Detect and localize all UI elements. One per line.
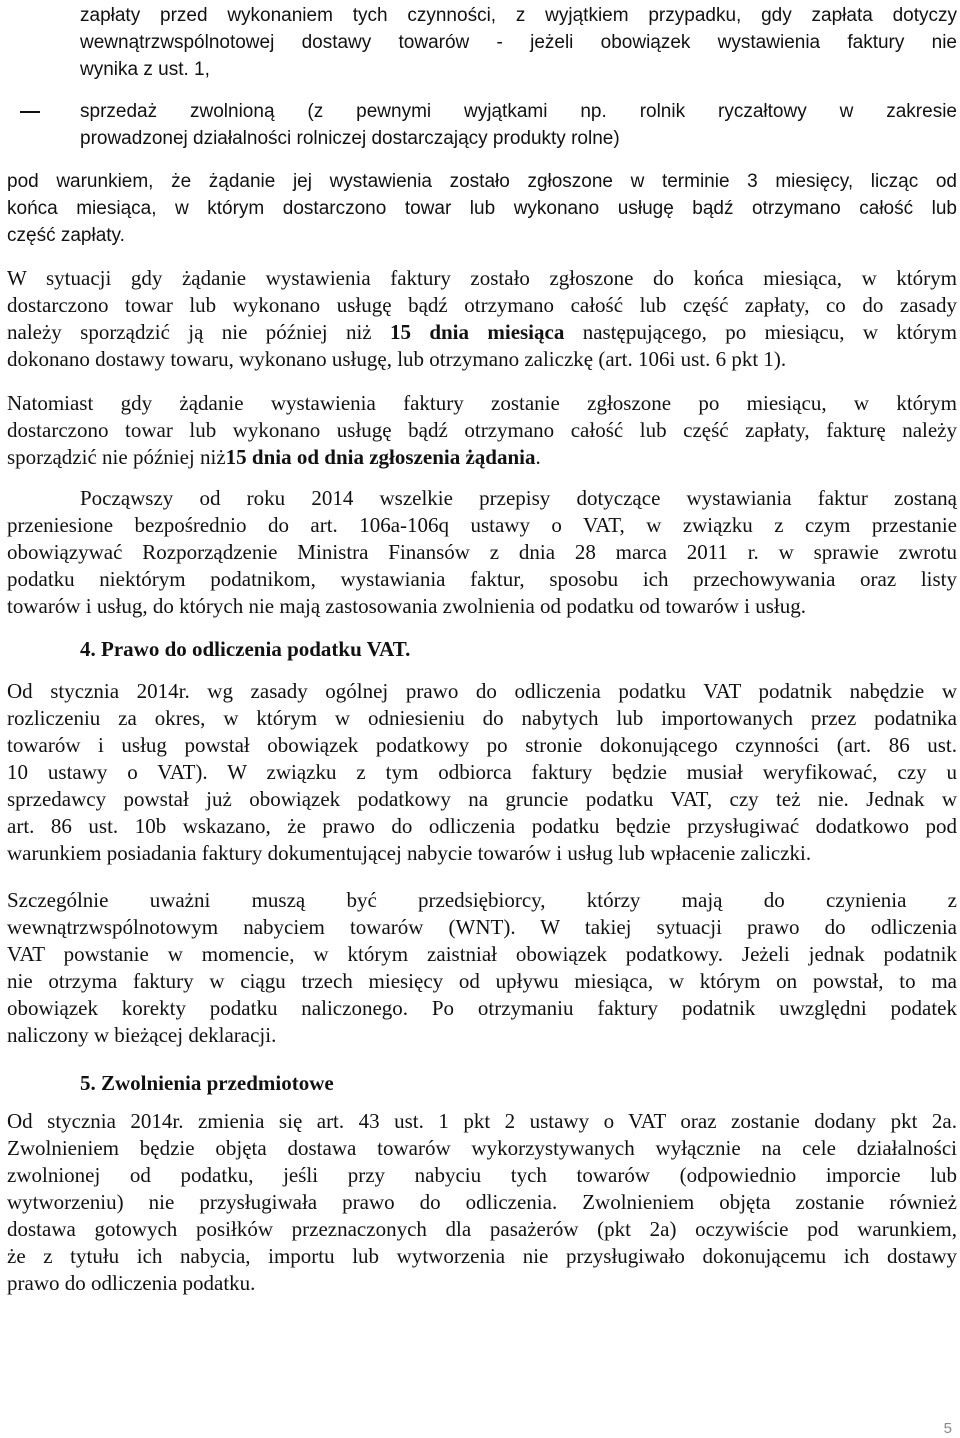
text-line: Natomiast gdy żądanie wystawienia faktury zostanie zgłoszone po miesiącu, w którym [7, 391, 957, 415]
text-line: Począwszy od roku 2014 wszelkie przepisy dotyczące wystawiania faktur zostaną [80, 486, 957, 510]
text-line: zwolnionej od podatku, jeśli przy nabyciu tych towarów (odpowiednio imporcie lub [7, 1163, 957, 1187]
text-line: wewnątrzwspólnotowym nabyciem towarów (WNT). W takiej sytuacji prawo do odliczenia [7, 915, 957, 939]
text-line: zapłaty przed wykonaniem tych czynności, z wyjątkiem przypadku, gdy zapłata dotyczy [80, 5, 957, 26]
condition-paragraph [7, 168, 957, 249]
text-line: towarów i usług powstał obowiązek podatkowy po stronie dokonującego czynności (art. 86 ust. [7, 733, 957, 757]
text-line: Szczególnie uważni muszą być przedsiębiorcy, którzy mają do czynienia z [7, 888, 957, 912]
section-heading: 5. Zwolnienia przedmiotowe [80, 1071, 334, 1095]
text-line: prawo do odliczenia podatku. [7, 1271, 256, 1295]
text-line: Od stycznia 2014r. wg zasady ogólnej prawo do odliczenia podatku VAT podatnik nabędzie w [7, 679, 957, 703]
text-line: warunkiem posiadania faktury dokumentującej nabycie towarów i usług lub wpłacenie zaliczki. [7, 841, 812, 865]
text-line: Zwolnieniem będzie objęta dostawa towarów wykorzystywanych wyłącznie na cele działalności [7, 1136, 957, 1160]
text-line: że z tytułu ich nabycia, importu lub wytworzenia nie przysługiwało dokonującemu ich dostawy [7, 1244, 957, 1268]
bold-deadline: 15 dnia miesiąca [389, 320, 565, 344]
text-line: wewnątrzwspólnotowej dostawy towarów - jeżeli obowiązek wystawienia faktury nie [80, 32, 957, 53]
text-line: wytworzeniu) nie przysługiwała prawo do odliczenia. Zwolnieniem objęta zostanie również [7, 1190, 957, 1214]
text-line: Od stycznia 2014r. zmienia się art. 43 ust. 1 pkt 2 ustawy o VAT oraz zostanie dodany pkt 2a. [7, 1109, 957, 1133]
page-number: 5 [943, 1420, 952, 1437]
text-line: VAT powstanie w momencie, w którym zaistniał obowiązek podatkowy. Jeżeli jednak podatnik [7, 942, 957, 966]
bold-deadline: 15 dnia od dnia zgłoszenia żądania [225, 445, 536, 469]
text-line: pod warunkiem, że żądanie jej wystawienia zostało zgłoszone w terminie 3 miesięcy, licząc od [7, 171, 957, 192]
situation-paragraph [7, 265, 957, 373]
text-line: wynika z ust. 1, [80, 59, 210, 80]
section-heading: 4. Prawo do odliczenia podatku VAT. [80, 637, 411, 661]
text-line: art. 86 ust. 10b wskazano, że prawo do odliczenia podatku będzie przysługiwać dodatkowo pod [7, 814, 957, 838]
text-line: W sytuacji gdy żądanie wystawienia faktury zostało zgłoszone do końca miesiąca, w którym [7, 266, 957, 290]
text-segment: należy sporządzić ją nie później niż [7, 320, 390, 344]
text-line: prowadzonej działalności rolniczej dostarczający produkty rolne) [80, 128, 620, 149]
deduction-paragraph [7, 678, 957, 867]
wnt-paragraph [7, 887, 957, 1049]
fragment-paragraph [80, 2, 957, 83]
however-paragraph [7, 390, 957, 471]
text-line [7, 319, 957, 346]
text-line: dostarczono towar lub wykonano usługę bądź otrzymano całość lub część zapłaty, fakturę należy [7, 418, 957, 442]
year-2014-paragraph [7, 485, 957, 620]
text-line [7, 444, 957, 471]
text-line: dokonano dostawy towaru, wykonano usługę, lub otrzymano zaliczkę (art. 106i ust. 6 pkt 1). [7, 347, 787, 371]
text-line: naliczony w bieżącej deklaracji. [7, 1023, 277, 1047]
text-line: dostawa gotowych posiłków przeznaczonych dla pasażerów (pkt 2a) oczywiście pod warunkiem, [7, 1217, 957, 1241]
text-line: towarów i usług, do których nie mają zastosowania zwolnienia od podatku od towarów i usług. [7, 594, 807, 618]
text-line: przeniesione bezpośrednio do art. 106a-106q ustawy o VAT, w związku z czym przestanie [7, 513, 957, 537]
text-segment: następującego, po miesiącu, w którym [564, 320, 958, 344]
text-line: 10 ustawy o VAT). W związku z tym odbiorca faktury będzie musiał weryfikować, czy u [7, 760, 957, 784]
text-line: sprzedaż zwolnioną (z pewnymi wyjątkami np. rolnik ryczałtowy w zakresie [80, 101, 957, 122]
text-line: obowiązek korekty podatku naliczonego. Po otrzymaniu faktury podatnik uwzględni podatek [7, 996, 957, 1020]
text-line: końca miesiąca, w którym dostarczono towar lub wykonano usługę bądź otrzymano całość lub [7, 198, 957, 219]
text-line: rozliczeniu za okres, w którym w odniesieniu do nabytych lub importowanych przez podatnika [7, 706, 957, 730]
text-line: obowiązywać Rozporządzenie Ministra Finansów z dnia 28 marca 2011 r. w sprawie zwrotu [7, 540, 957, 564]
text-line: nie otrzyma faktury w ciągu trzech miesięcy od upływu miesiąca, w którym on powstał, to ma [7, 969, 957, 993]
text-segment: . [535, 445, 541, 469]
exemptions-paragraph [7, 1108, 957, 1297]
bullet-item [80, 98, 957, 152]
text-line: podatku niektórym podatnikom, wystawiania faktur, sposobu ich przechowywania oraz listy [7, 567, 957, 591]
text-line: część zapłaty. [7, 225, 125, 246]
dash-bullet-icon [20, 111, 40, 113]
text-line: sprzedawcy powstał już obowiązek podatkowy na gruncie podatku VAT, czy też nie. Jednak w [7, 787, 957, 811]
text-line: dostarczono towar lub wykonano usługę bądź otrzymano całość lub część zapłaty, co do zasady [7, 293, 957, 317]
text-segment: sporządzić nie później niż [7, 445, 226, 469]
